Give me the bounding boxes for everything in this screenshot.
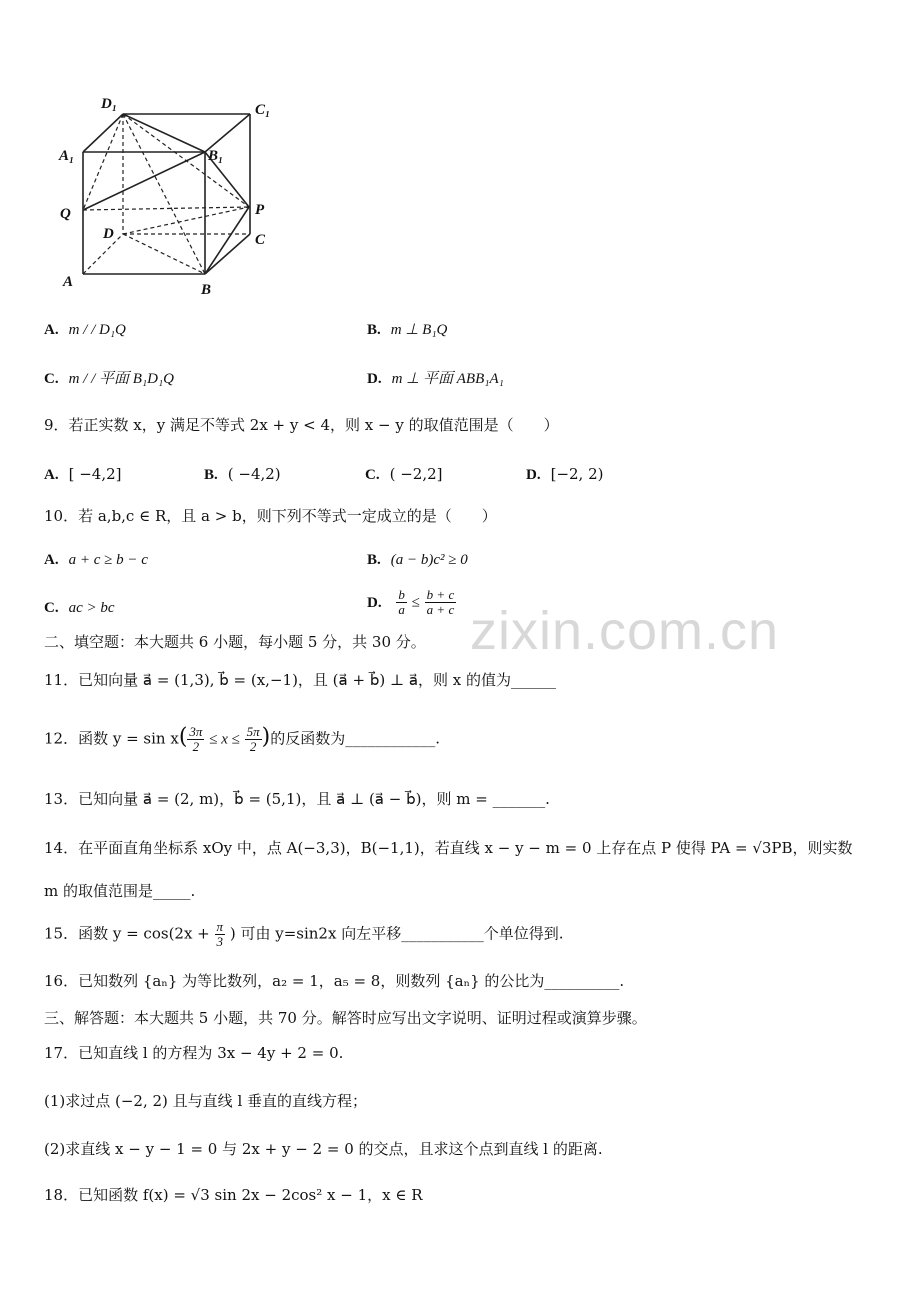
q9-option-d: D. [−2, 2) — [526, 465, 604, 483]
q17: 17．已知直线 l 的方程为 3x − 4y + 2 = 0. — [44, 1044, 344, 1062]
label-C: C — [255, 232, 266, 248]
label-C1: C₁ — [255, 102, 271, 118]
label-Q: Q — [60, 206, 71, 222]
q8-option-b: B. m ⊥ B₁Q — [367, 322, 448, 338]
section-3-heading: 三、解答题：本大题共 5 小题，共 70 分。解答时应写出文字说明、证明过程或演算步骤。 — [44, 1009, 647, 1027]
q12: 12．函数 y = sin x( $\frac{3\pi}{2}$ ≤ x ≤ $\frac{5\pi}{2}$ )的反函数为____________. — [44, 724, 441, 754]
cube-figure — [55, 92, 295, 302]
section-2-heading: 二、填空题：本大题共 6 小题，每小题 5 分，共 30 分。 — [44, 633, 426, 651]
q16: 16．已知数列 {aₙ} 为等比数列，a₂ = 1，a₅ = 8，则数列 {aₙ} 的公比为__________. — [44, 972, 625, 990]
q10-option-b: B. (a − b)c² ≥ 0 — [367, 552, 468, 568]
q9-option-b: B. ( −4,2) — [204, 465, 281, 483]
q9-option-a: A. [ −4,2] — [44, 465, 122, 483]
q8-option-a: A. m / / D₁Q — [44, 322, 126, 338]
q15: 15．函数 y = cos(2x + $\frac{\pi}{3}$ ) 可由 y=sin2x 向左平移___________个单位得到. — [44, 919, 564, 949]
q9-option-c: C. ( −2,2] — [365, 465, 443, 483]
label-A1: A₁ — [59, 148, 75, 164]
label-B1: B₁ — [208, 148, 224, 164]
q10-option-c: C. ac > bc — [44, 600, 115, 616]
q10-stem: 10．若 a,b,c ∈ R，且 a > b，则下列不等式一定成立的是（ ） — [44, 507, 497, 525]
watermark: zixin.com.cn — [470, 601, 780, 661]
label-A: A — [63, 274, 74, 290]
label-P: P — [255, 202, 265, 218]
label-D1: D₁ — [101, 96, 118, 112]
q10-option-d: D. $\frac{b}{a}$ ≤ $\frac{b + c}{a + c}$ — [367, 587, 455, 617]
q17-part2: (2)求直线 x − y − 1 = 0 与 2x + y − 2 = 0 的交点，且求这个点到直线 l 的距离. — [44, 1140, 603, 1158]
q14-line1: 14．在平面直角坐标系 xOy 中，点 A(−3,3)，B(−1,1)，若直线 x − y − m = 0 上存在点 P 使得 PA = √3PB，则实数 — [44, 839, 853, 857]
q8-option-d: D. m ⊥ 平面 ABB₁A₁ — [367, 371, 504, 387]
q11: 11．已知向量 a⃗ = (1,3), b⃗ = (x,−1)，且 (a⃗ + b⃗) ⊥ a⃗，则 x 的值为______ — [44, 671, 557, 689]
label-D: D — [103, 226, 114, 242]
q18: 18．已知函数 f(x) = √3 sin 2x − 2cos² x − 1，x ∈ R — [44, 1186, 423, 1204]
q14-line2: m 的取值范围是_____. — [44, 882, 196, 900]
q17-part1: (1)求过点 (−2, 2) 且与直线 l 垂直的直线方程； — [44, 1092, 368, 1110]
q9-stem: 9．若正实数 x，y 满足不等式 2x + y < 4，则 x − y 的取值范围是（ ） — [44, 416, 559, 434]
q8-option-c: C. m / / 平面 B₁D₁Q — [44, 371, 175, 387]
q13: 13．已知向量 a⃗ = (2, m)，b⃗ = (5,1)，且 a⃗ ⊥ (a⃗ − b⃗)，则 m = _______. — [44, 790, 550, 808]
q10-option-a: A. a + c ≥ b − c — [44, 552, 148, 568]
label-B: B — [201, 282, 212, 298]
